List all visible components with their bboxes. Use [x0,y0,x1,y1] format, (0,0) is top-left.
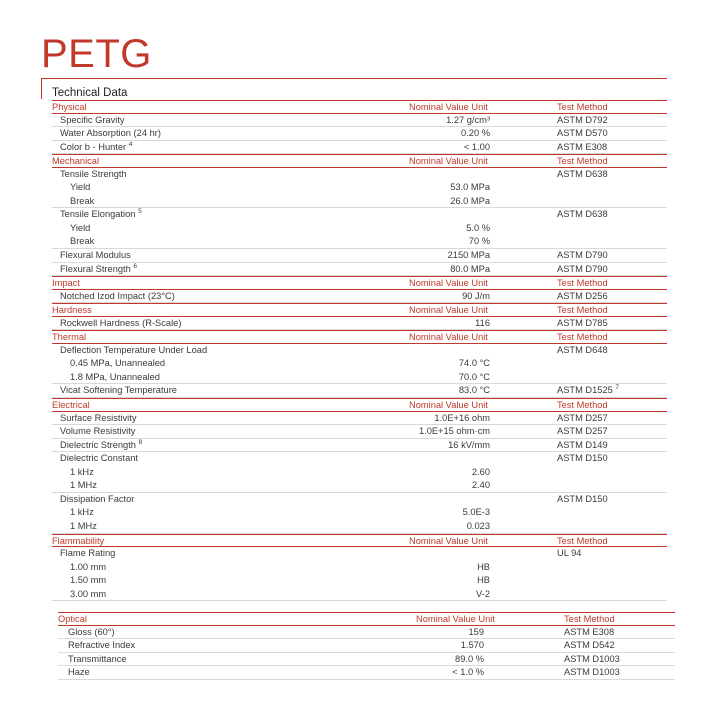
column-header-value: Nominal Value Unit [409,535,488,546]
table-row [52,466,667,480]
table-row [52,222,667,236]
column-header-value: Nominal Value Unit [409,332,488,343]
table-row [52,547,667,561]
property-value: 2150 MPa [447,250,490,261]
technical-data-table [52,100,667,601]
test-method: ASTM D790 [557,250,608,261]
test-method: ASTM D149 [557,439,608,450]
title-divider-tick [41,79,42,99]
section-name: Impact [52,278,80,289]
table-row [52,195,667,209]
property-value: 74.0 °C [458,358,490,369]
table-row [52,506,667,520]
property-label: Tensile Elongation $^5$ [60,208,142,220]
column-header-value: Nominal Value Unit [409,400,488,411]
table-row [52,317,667,331]
property-value: 1.570 [460,640,484,650]
test-method: ASTM D1003 [564,653,620,664]
property-value: 2.60 [471,466,490,477]
property-label: 1 MHz [70,480,97,491]
footnote-marker: 5 [138,208,142,216]
property-value: 5.0E-3 [462,507,490,518]
test-method: ASTM D150 [557,453,608,464]
column-header-method: Test Method [564,614,615,624]
column-header-method: Test Method [557,278,608,289]
footnote-marker: 4 [128,140,133,148]
property-label: Vicat Softening Temperature [60,385,177,396]
section-header-row [52,276,667,290]
table-row [52,588,667,602]
test-method: UL 94 [557,548,582,559]
column-header-method: Test Method [557,535,608,546]
property-label: Notched Izod Impact (23°C) [60,290,175,301]
test-method: ASTM D1525 $^7$ [557,384,620,396]
test-method: ASTM D785 [557,317,608,328]
column-header-value: Nominal Value Unit [409,156,488,167]
table-row [52,208,667,222]
test-method: ASTM D792 [557,114,608,125]
property-label: 1.00 mm [70,561,107,572]
property-value: 70.0 °C [458,371,490,382]
property-value: 1.27 g/cm³ [446,114,490,125]
table-row [52,141,667,155]
property-label: Surface Resistivity [60,412,137,423]
footnote-marker: 7 [615,384,620,392]
property-value: 2.40 [471,480,490,491]
property-value: 80.0 MPa [450,263,490,274]
optical-data-table [58,612,675,680]
property-label: 1 MHz [70,520,97,531]
property-label: Specific Gravity [60,114,125,125]
property-label: 1.50 mm [70,575,107,586]
test-method: ASTM D1003 [564,667,620,677]
test-method: ASTM D257 [557,426,608,437]
title-divider [41,78,667,79]
footnote-marker: 8 [138,438,143,446]
table-row [52,384,667,398]
table-row [52,357,667,371]
section-name: Hardness [52,305,92,316]
property-label: Volume Resistivity [60,426,136,437]
column-header-value: Nominal Value Unit [409,102,488,112]
column-header-value: Nominal Value Unit [416,614,495,624]
section-name: Flammability [52,535,105,546]
property-label: Dissipation Factor [60,493,135,504]
table-row [58,653,675,667]
property-value: 1.0E+16 ohm [434,412,490,423]
test-method: ASTM E308 [557,141,608,152]
section-header-row [52,398,667,412]
table-row [52,168,667,182]
table-row [52,127,667,141]
property-value: 0.20 % [461,128,490,139]
column-header-method: Test Method [557,332,608,343]
test-method: ASTM D542 [564,640,615,650]
test-method: ASTM E308 [564,626,615,637]
section-name: Optical [58,614,87,624]
table-row [52,561,667,575]
property-value: 1.0E+15 ohm·cm [418,426,490,437]
property-label: Color b - Hunter $^4$ [60,140,133,152]
column-header-method: Test Method [557,102,608,112]
property-label: Transmittance [68,653,127,664]
column-header-value: Nominal Value Unit [409,305,488,316]
table-row [52,235,667,249]
section-heading-technical-data: Technical Data [52,87,128,99]
property-value: 5.0 % [466,222,490,233]
property-label: Flame Rating [60,548,116,559]
property-label: 1.8 MPa, Unannealed [70,371,160,382]
section-name: Electrical [52,400,90,411]
property-value: V-2 [476,588,490,599]
property-value: 16 kV/mm [448,439,490,450]
section-name: Mechanical [52,156,100,167]
property-label: Flexural Modulus [60,250,131,261]
table-row [58,626,675,640]
property-value: 0.023 [466,520,490,531]
property-label: 1 kHz [70,507,94,518]
property-label: 0.45 MPa, Unannealed [70,358,166,369]
property-value: 53.0 MPa [450,182,490,193]
section-header-row [52,303,667,317]
section-header-row [52,534,667,548]
property-label: 1 kHz [70,466,94,477]
section-header-row [52,154,667,168]
table-row [58,666,675,680]
property-value: < 1.0 % [452,667,484,677]
property-value: < 1.00 [463,141,490,152]
test-method: ASTM D256 [557,290,608,301]
property-label: 3.00 mm [70,588,107,599]
section-name: Physical [52,102,87,112]
property-label: Water Absorption (24 hr) [60,128,161,139]
footnote-marker: 6 [133,262,138,270]
table-row [52,493,667,507]
property-label: Gloss (60°) [68,626,115,637]
test-method: ASTM D638 [557,168,608,179]
property-label: Dielectric Constant [60,453,139,464]
section-name: Thermal [52,332,87,343]
property-value: 116 [475,317,490,328]
table-row [58,639,675,653]
table-row [52,290,667,304]
table-row [52,344,667,358]
property-label: Dielectric Strength $^8$ [60,438,143,450]
table-row [52,439,667,453]
table-row [52,114,667,128]
test-method: ASTM D638 [557,209,608,220]
property-value: 159 [468,626,484,637]
property-value: HB [477,575,490,586]
property-value: 90 J/m [462,290,490,301]
table-row [52,574,667,588]
test-method: ASTM D150 [557,493,608,504]
property-label: Yield [70,222,91,233]
test-method: ASTM D790 [557,263,608,274]
column-header-method: Test Method [557,156,608,167]
property-label: Deflection Temperature Under Load [60,344,208,355]
section-header-row [52,330,667,344]
table-row [52,263,667,277]
property-label: Break [70,195,95,206]
test-method: ASTM D570 [557,128,608,139]
column-header-method: Test Method [557,400,608,411]
table-row [52,412,667,426]
property-label: Haze [68,667,90,677]
table-row [52,479,667,493]
property-value: 26.0 MPa [450,195,490,206]
property-value: 83.0 °C [458,385,490,396]
table-row [52,425,667,439]
table-row [52,452,667,466]
table-row [52,371,667,385]
section-header-row [52,100,667,114]
test-method: ASTM D648 [557,344,608,355]
property-label: Rockwell Hardness (R-Scale) [60,317,182,328]
table-row [52,520,667,534]
property-label: Flexural Strength $^6$ [60,262,138,274]
column-header-method: Test Method [557,305,608,316]
section-header-row [58,612,675,626]
property-value: 70 % [468,236,490,247]
property-value: 89.0 % [455,653,484,664]
property-label: Tensile Strength [60,168,127,179]
table-row [52,249,667,263]
property-value: HB [477,561,490,572]
column-header-value: Nominal Value Unit [409,278,488,289]
test-method: ASTM D257 [557,412,608,423]
property-label: Yield [70,182,91,193]
property-label: Refractive Index [68,640,136,650]
table-row [52,181,667,195]
page-title: PETG [41,32,152,76]
property-label: Break [70,236,95,247]
